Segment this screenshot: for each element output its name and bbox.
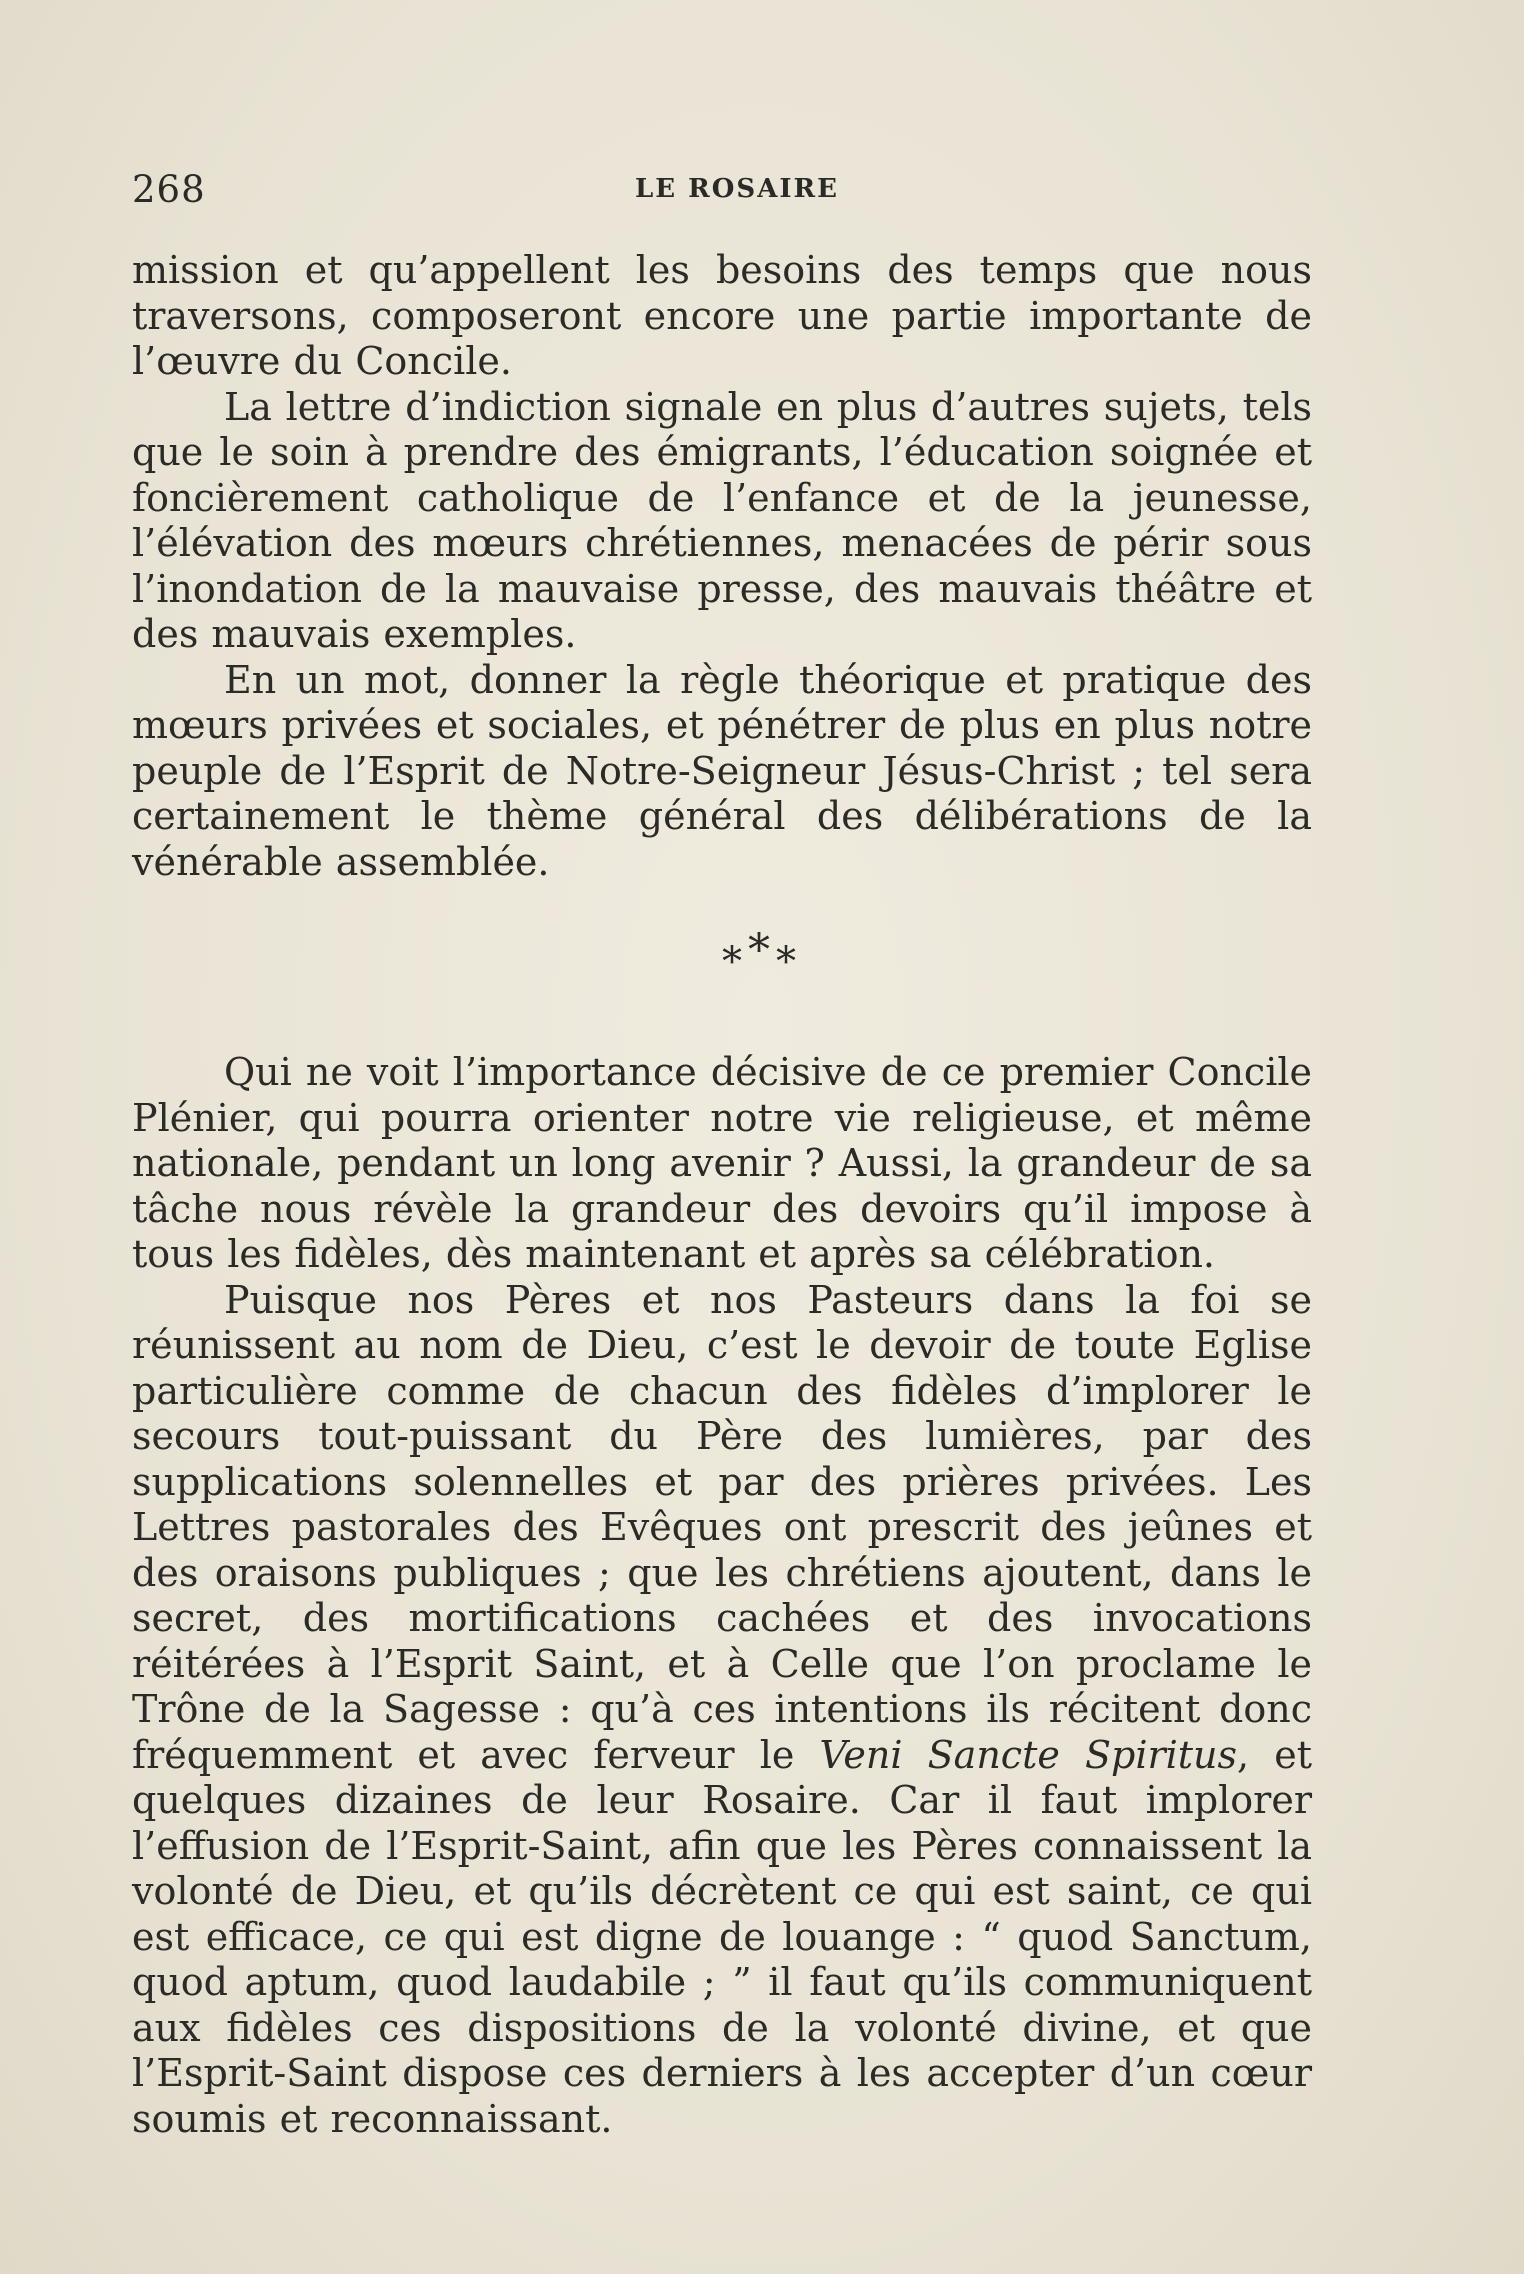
page-number: 268 (132, 168, 206, 211)
text-section-1 (132, 248, 1312, 885)
hymn-title: Veni Sancte Spiritus (819, 1732, 1238, 1777)
paragraph-prayer (132, 1278, 1312, 2143)
paragraph-importance: Qui ne voit l’importance décisive de ce premier Concile Plénier, qui pourra orienter notre vie religieuse, et même nationale, pendant un long avenir ? Aussi, la grandeur de sa tâche nous révèle la grandeur des devoirs qu’il impose à tous les fidèles, dès maintenant et après sa célébration. (132, 1050, 1312, 1276)
asterisk-right: * (776, 939, 802, 985)
paragraph-prayer-text-1: Puisque nos Pères et nos Pasteurs dans la foi se réunissent au nom de Dieu, c’est le devoir de toute Eglise particulière comme de chacun des fidèles d’implorer le secours tout-puissant du Père des lumières, par des supplications solennelles et par des prières privées. Les Lettres pastorales des Evêques ont prescrit des jeûnes et des oraisons publiques ; que les chrétiens ajoutent, dans le secret, des mortifications cachées et des invocations réitérées à l’Esprit Saint, et à Celle que l’on proclame le Trône de la Sagesse : qu’à ces intentions ils récitent donc fréquemment et avec ferveur le (132, 1277, 1312, 1777)
paragraph-indiction: La lettre d’indiction signale en plus d’autres sujets, tels que le soin à prendre des émigrants, l’éducation soignée et foncièrement catholique de l’enfance et de la jeunesse, l’élévation des mœurs chrétiennes, menacées de périr sous l’inondation de la mauvaise presse, des mauvais théâtre et des mauvais exemples. (132, 384, 1312, 656)
paragraph-prayer-text-2: , et quelques dizaines de leur Rosaire. Car il faut implorer l’effusion de l’Esprit-Saint, afin que les Pères connaissent la volonté de Dieu, et qu’ils décrètent ce qui est saint, ce qui est efficace, ce qui est digne de louange : “ quod Sanctum, quod aptum, quod laudabile ; ” il faut qu’ils communiquent aux fidèles ces dispositions de la volonté divine, et que l’Esprit-Saint dispose ces derniers à les accepter d’un cœur soumis et reconnaissant. (132, 1732, 1312, 2141)
paragraph-continuation: mission et qu’appellent les besoins des temps que nous traversons, composeront encore une partie importante de l’œuvre du Concile. (132, 248, 1312, 383)
asterisk-left: * (722, 939, 748, 985)
asterisk-middle: * (748, 925, 776, 976)
running-head (132, 168, 1312, 212)
running-title: LE ROSAIRE (635, 174, 839, 204)
asterism-separator (0, 925, 1524, 986)
text-section-2 (132, 1050, 1312, 2142)
paragraph-summary: En un mot, donner la règle théorique et pratique des mœurs privées et sociales, et pénétrer de plus en plus notre peuple de l’Esprit de Notre-Seigneur Jésus-Christ ; tel sera certainement le thème général des délibérations de la vénérable assemblée. (132, 657, 1312, 884)
